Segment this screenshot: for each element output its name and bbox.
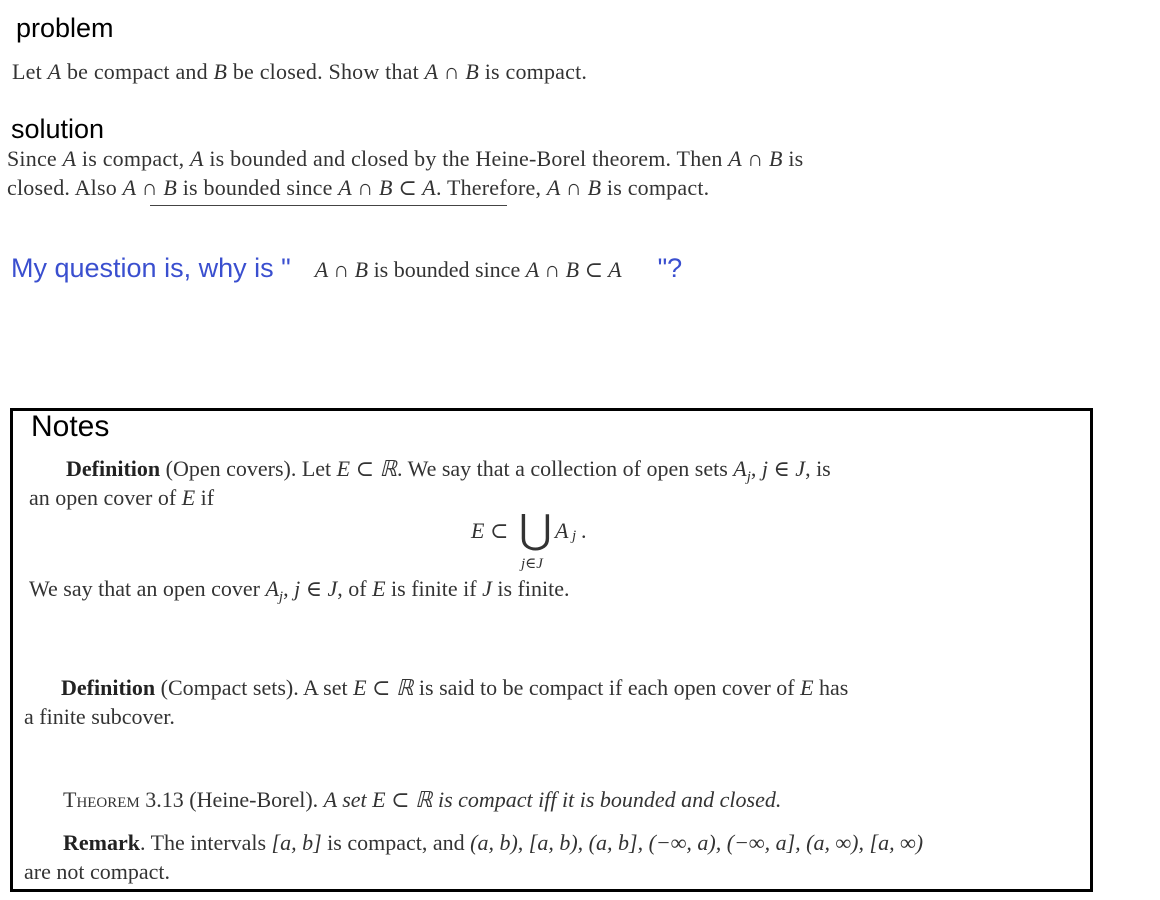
question-prefix: My question is, why is " [11, 253, 291, 283]
math-j-in-J: j ∈ J [294, 576, 338, 601]
highlight-underline [150, 205, 507, 206]
math-E-subset-R: E ⊂ ℝ [353, 675, 414, 700]
definition-text: has [813, 675, 849, 700]
theorem-heine-borel [63, 787, 781, 813]
remark-label: Remark [63, 830, 140, 855]
math-E: E [800, 675, 814, 700]
notes-title: Notes [31, 410, 110, 443]
problem-text: be closed. Show that [227, 59, 425, 84]
solution-text: . Therefore, [435, 175, 547, 200]
solution-text: Since [7, 146, 63, 171]
definition-text: . We say that a collection of open sets [396, 456, 734, 481]
problem-text: is compact. [479, 59, 588, 84]
definition-text: , is [805, 456, 831, 481]
remark [63, 830, 923, 856]
math-subset: A ∩ B ⊂ A [525, 257, 622, 282]
question-quote [315, 257, 622, 282]
math-E-subset: E ⊂ [471, 518, 509, 543]
remark-text: is compact, and [321, 830, 471, 855]
union-index: j∈J [521, 556, 543, 572]
solution-text: is bounded and closed by the Heine-Borel theorem. Then [203, 146, 729, 171]
solution-heading: solution [11, 114, 105, 144]
solution-text: is bounded since [177, 175, 339, 200]
definition-label: Definition [66, 456, 161, 481]
math-intersection: A ∩ B [122, 175, 178, 200]
math-intersection: A ∩ B [424, 59, 480, 84]
math-intersection: A ∩ B [546, 175, 602, 200]
math-E: E [181, 485, 196, 510]
question-text: is bounded since [368, 257, 526, 282]
finite-cover-sentence [29, 576, 569, 606]
solution-text: closed. Also [7, 175, 123, 200]
definition-open-covers-line2 [29, 485, 214, 511]
theorem-label: Theorem [63, 787, 140, 812]
theorem-number: 3.13 (Heine-Borel). [139, 787, 324, 812]
solution-text: is [782, 146, 804, 171]
question-suffix: "? [657, 253, 683, 283]
remark-line2: are not compact. [24, 859, 170, 884]
theorem-text: is compact iff it is bounded and closed. [432, 787, 782, 812]
problem-heading: problem [16, 13, 114, 43]
problem-text: be compact and [61, 59, 214, 84]
solution-line-2 [7, 175, 709, 201]
definition-label: Definition [61, 675, 156, 700]
math-J: J [482, 576, 492, 601]
definition-text: an open cover of [29, 485, 182, 510]
math-subscript-j: j [278, 589, 284, 605]
math-subscript-j: j [572, 528, 577, 544]
math-intersection: A ∩ B [728, 146, 783, 171]
definition-text: (Open covers). Let [160, 456, 337, 481]
math-subset: A ∩ B ⊂ A [338, 175, 436, 200]
definition-text: , [750, 456, 762, 481]
definition-text: (Compact sets). A set [155, 675, 354, 700]
math-A: A [733, 456, 747, 481]
math-E-subset-R: E ⊂ ℝ [336, 456, 397, 481]
definition-text: , [283, 576, 295, 601]
math-A: A [190, 146, 204, 171]
math-B: B [213, 59, 228, 84]
solution-text: is compact. [601, 175, 710, 200]
problem-text: Let [12, 59, 48, 84]
definition-text: , of [337, 576, 373, 601]
math-E-subset-R: E ⊂ ℝ [372, 787, 433, 812]
definition-text: is finite. [491, 576, 570, 601]
math-interval-list: (a, b), [a, b), (a, b], (−∞, a), (−∞, a], (a, ∞), [a, ∞) [470, 830, 924, 855]
user-question [11, 253, 682, 284]
solution-line-1 [7, 146, 803, 172]
definition-text: is finite if [385, 576, 483, 601]
problem-statement [12, 59, 587, 85]
solution-text: is compact, [76, 146, 191, 171]
big-union-symbol: ⋃ [519, 507, 552, 552]
math-E: E [372, 576, 386, 601]
display-equation [471, 508, 611, 572]
definition-compact-sets [61, 675, 848, 701]
math-intersection: A ∩ B [314, 257, 369, 282]
definition-open-covers [66, 456, 831, 486]
definition-text: We say that an open cover [29, 576, 266, 601]
definition-text: if [195, 485, 215, 510]
remark-text: . The intervals [139, 830, 272, 855]
math-j-in-J: j ∈ J [761, 456, 806, 481]
definition-compact-sets-line2: a finite subcover. [24, 704, 175, 729]
math-A: A [555, 518, 569, 543]
theorem-text: A set [323, 787, 373, 812]
math-interval: [a, b] [271, 830, 322, 855]
math-A: A [62, 146, 77, 171]
equation-period: . [581, 518, 587, 543]
math-A: A [265, 576, 279, 601]
math-A: A [47, 59, 62, 84]
definition-text: is said to be compact if each open cover of [413, 675, 801, 700]
math-subscript-j: j [746, 469, 751, 485]
